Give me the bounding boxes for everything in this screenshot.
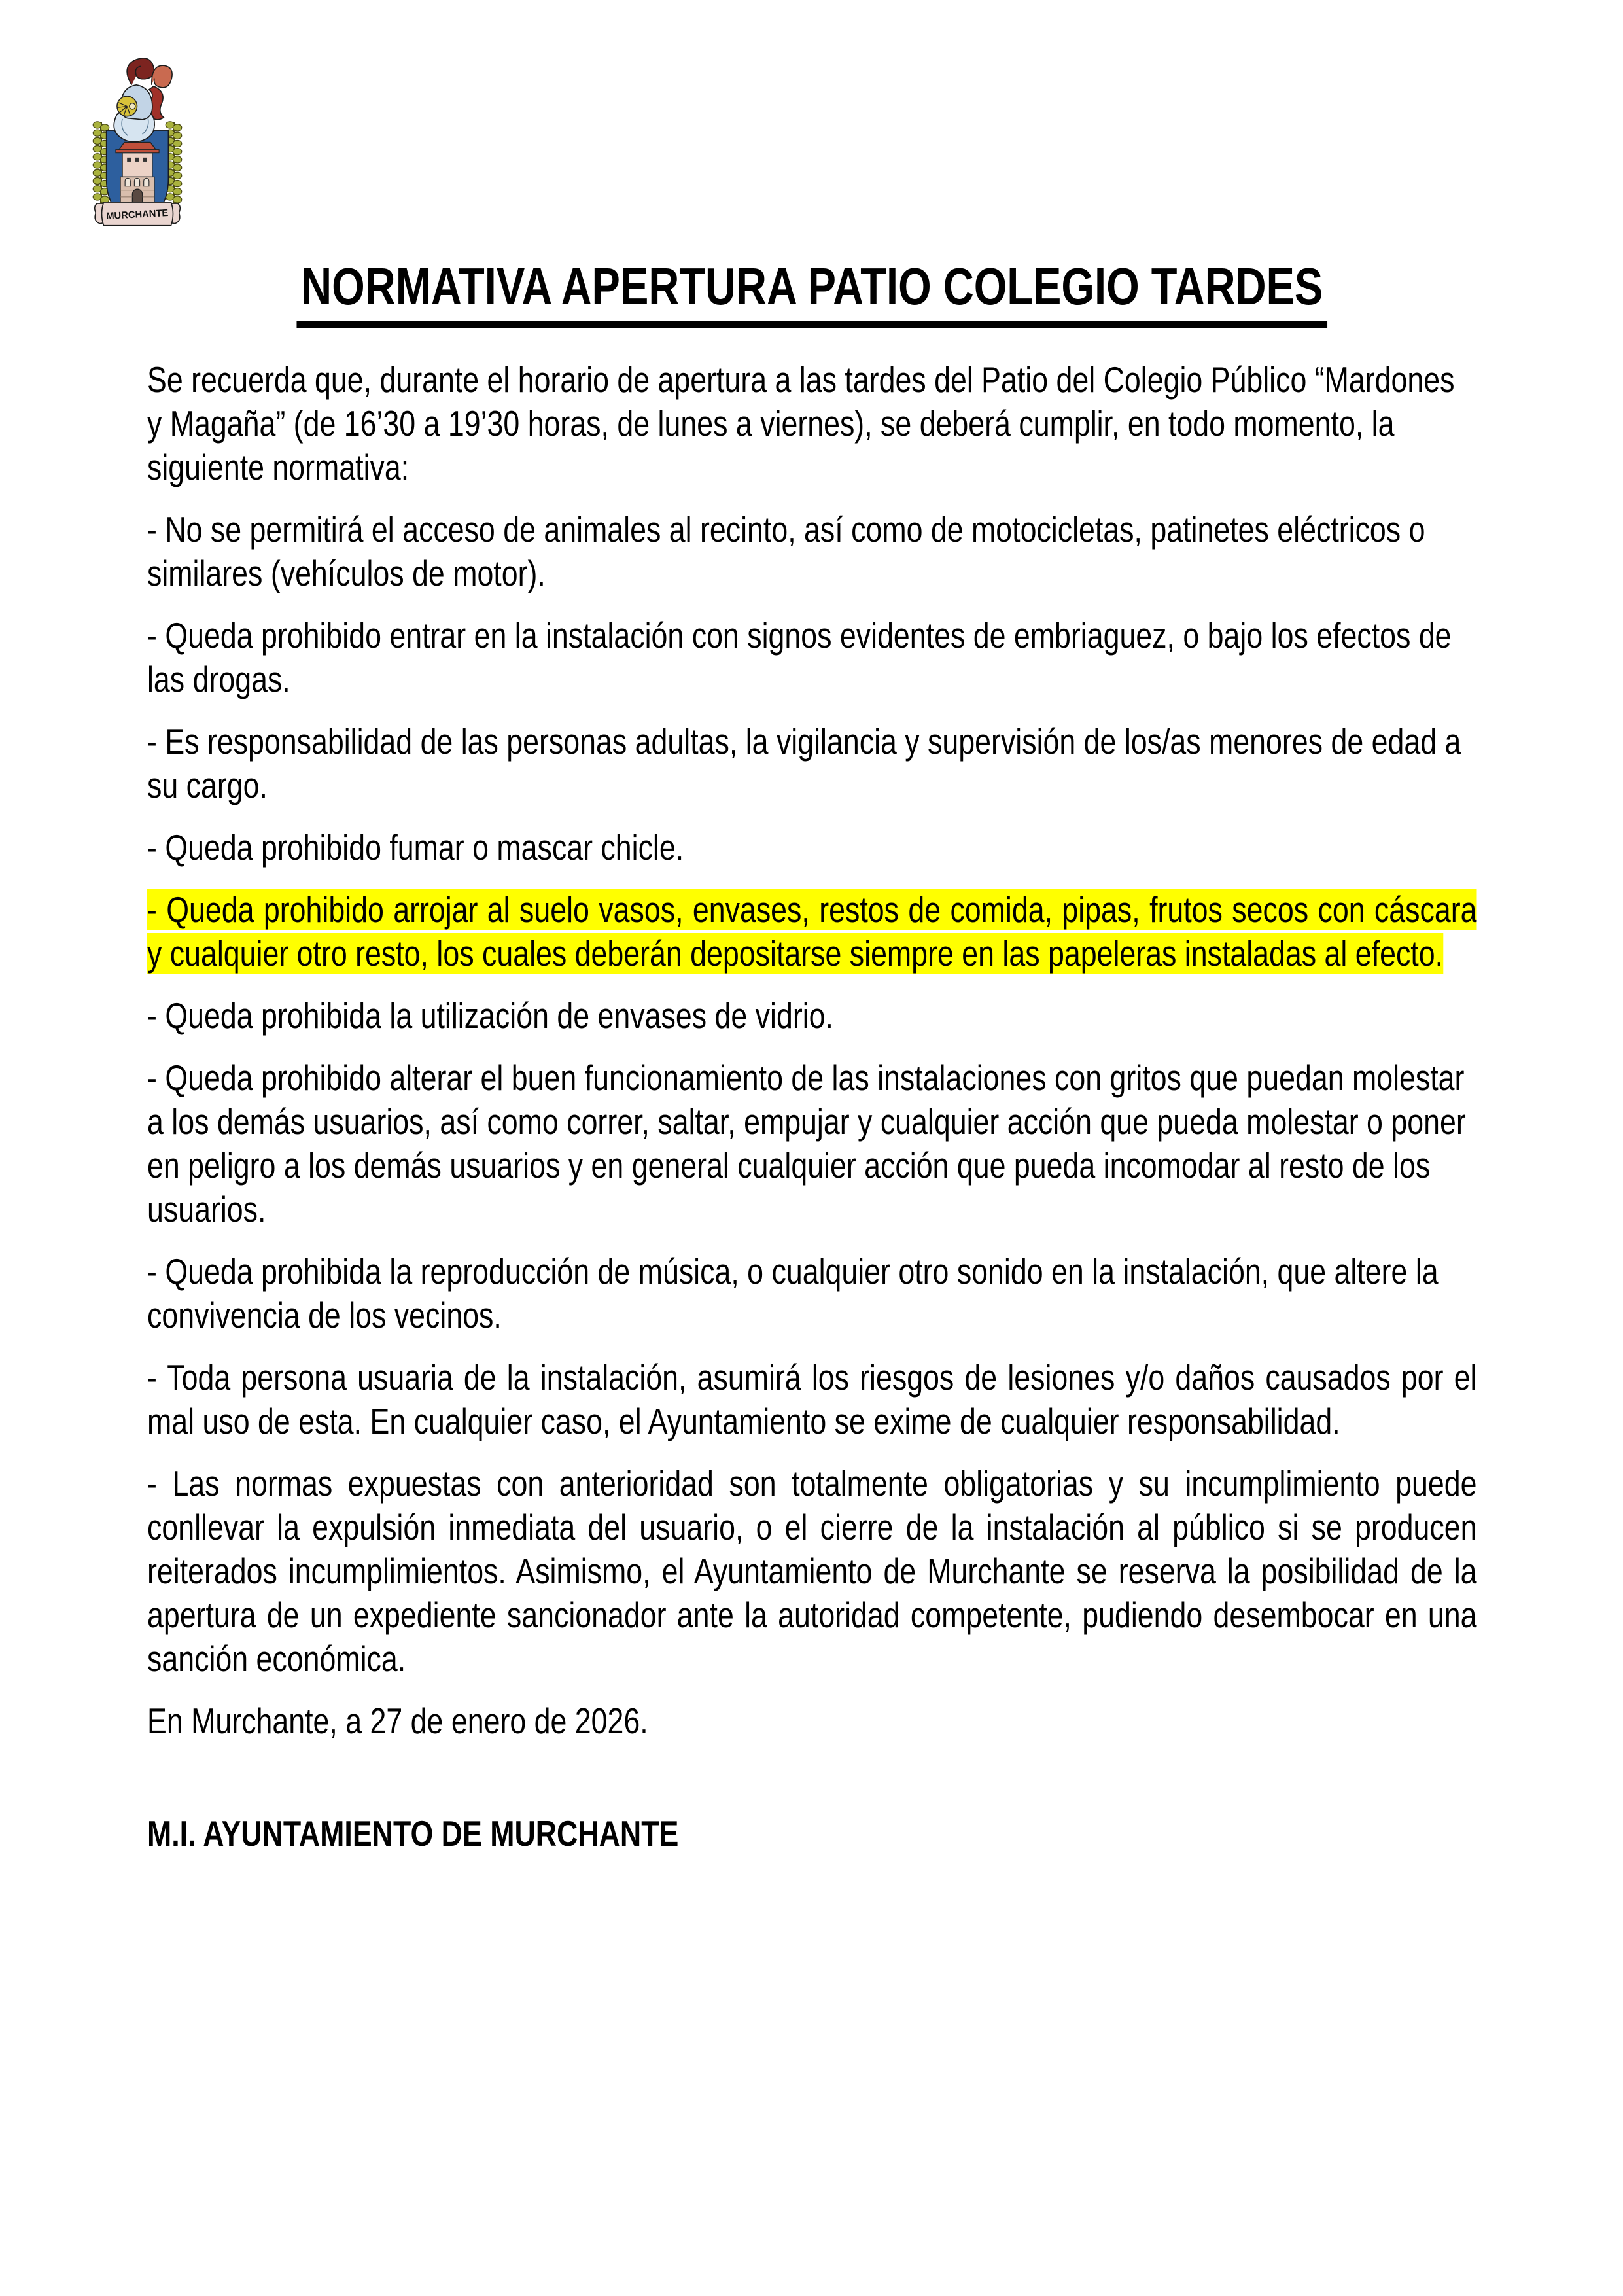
document-body xyxy=(147,358,1477,1681)
paragraph-text: - No se permitirá el acceso de animales al recinto, así como de motocicletas, patinetes eléctricos o similares (vehículos de motor). xyxy=(147,509,1425,593)
date-line: En Murchante, a 27 de enero de 2026. xyxy=(147,1701,648,1741)
document-paragraph xyxy=(147,994,1477,1038)
document-paragraph xyxy=(147,888,1477,976)
paragraph-text: - Las normas expuestas con anterioridad son totalmente obligatorias y su incumplimiento puede conllevar la expulsión inmediata del usuario, o el cierre de la instalación al público si se producen reiterados incumplimientos. Asimismo, el Ayuntamiento de Murchante se reserva la posibilidad de la apertura de un expediente sancionador ante la autoridad competente, pudiendo desembocar en una sanción económica. xyxy=(147,1463,1477,1679)
paragraph-text: Se recuerda que, durante el horario de apertura a las tardes del Patio del Colegio Público “Mardones y Magaña” (de 16’30 a 19’30 horas, de lunes a viernes), se deberá cumplir, en todo momento, la siguiente normativa: xyxy=(147,359,1455,487)
document-paragraph xyxy=(147,826,1477,870)
document-paragraph xyxy=(147,720,1477,807)
paragraph-text: - Queda prohibido fumar o mascar chicle. xyxy=(147,827,684,868)
signature-line: M.I. AYUNTAMIENTO DE MURCHANTE xyxy=(147,1813,679,1854)
document-paragraph xyxy=(147,614,1477,701)
page-title xyxy=(147,256,1477,317)
document-paragraph xyxy=(147,1250,1477,1337)
paragraph-text: - Toda persona usuaria de la instalación, asumirá los riesgos de lesiones y/o daños causados por el mal uso de esta. En cualquier caso, el Ayuntamiento se exime de cualquier responsabilidad. xyxy=(147,1357,1477,1441)
paragraph-text: - Queda prohibido entrar en la instalación con signos evidentes de embriaguez, o bajo los efectos de las drogas. xyxy=(147,615,1452,699)
document-content xyxy=(147,0,1477,1856)
paragraph-text: - Queda prohibida la utilización de envases de vidrio. xyxy=(147,995,833,1036)
banner-text: MURCHANTE xyxy=(105,208,169,222)
paragraph-text: - Queda prohibida la reproducción de música, o cualquier otro sonido en la instalación, que altere la convivencia de los vecinos. xyxy=(147,1251,1439,1335)
paragraph-text: - Es responsabilidad de las personas adultas, la vigilancia y supervisión de los/as menores de edad a su cargo. xyxy=(147,721,1461,805)
document-paragraph xyxy=(147,358,1477,489)
document-paragraph xyxy=(147,1056,1477,1231)
page-title-text: NORMATIVA APERTURA PATIO COLEGIO TARDES xyxy=(297,257,1327,328)
paragraph-text: - Queda prohibido arrojar al suelo vasos, envases, restos de comida, pipas, frutos secos con cáscara y cualquier otro resto, los cuales deberán depositarse siempre en las papeleras instaladas al efecto. xyxy=(147,889,1477,974)
document-paragraph xyxy=(147,1356,1477,1443)
paragraph-text: - Queda prohibido alterar el buen funcionamiento de las instalaciones con gritos que puedan molestar a los demás usuarios, así como correr, saltar, empujar y cualquier acción que pueda molestar o poner en peligro a los demás usuarios y en general cualquier acción que pueda incomodar al resto de los usuarios. xyxy=(147,1057,1466,1229)
document-paragraph xyxy=(147,1462,1477,1681)
document-paragraph xyxy=(147,508,1477,595)
